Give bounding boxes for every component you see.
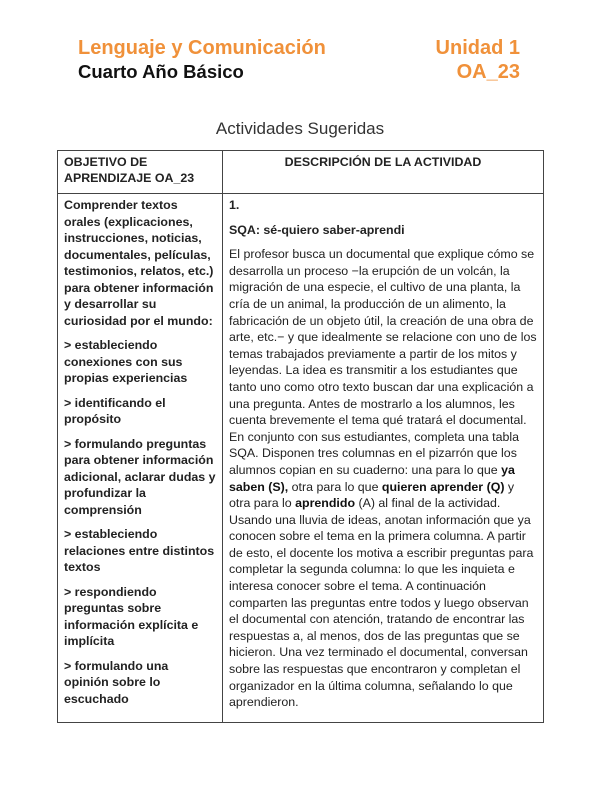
paragraph-bold-text: aprendido <box>295 496 356 511</box>
paragraph-bold-text: ya saben (S), <box>229 462 515 494</box>
description-cell <box>223 194 544 723</box>
subject-title: Lenguaje y Comunicación <box>78 37 326 59</box>
header-objective: OBJETIVO DE APRENDIZAJE OA_23 <box>58 151 223 194</box>
section-title: Actividades Sugeridas <box>215 119 385 138</box>
table-row <box>58 194 544 723</box>
activity-number: 1. <box>229 198 240 212</box>
paragraph-bold-text: quieren aprender (Q) <box>381 479 505 494</box>
objective-item: > formulando preguntas para obtener información adicional, aclarar dudas y profundizar la comprensión <box>64 436 216 517</box>
paragraph-text: (A) al final de la actividad. Usando una lluvia de ideas, anotan información que ya conocen sobre el tema en la primera columna. A partir de esto, el docente los motiva a escribir preguntas para completar la segunda columna: lo que les inquieta e interesa conocer sobre el tema. A continuación comparten las preguntas entre todos y luego observan el documental con atención, tratando de encontrar las respuestas a, al menos, dos de las preguntas que se hicieron. Una vez terminado el documental, conversan sobre las respuestas que encontraron y completan el organizador en la última columna, señalando lo que aprendieron. <box>229 496 534 710</box>
objective-item: > identificando el propósito <box>64 395 166 426</box>
activities-table <box>57 150 544 723</box>
unit-label: Unidad 1 <box>435 37 520 59</box>
objective-item: > formulando una opinión sobre lo escuchado <box>64 658 169 706</box>
header-description: DESCRIPCIÓN DE LA ACTIVIDAD <box>223 151 544 194</box>
paragraph-text: El profesor busca un documental que explique cómo se desarrolla un proceso −la erupción de un volcán, la migración de una especie, el cultivo de una planta, la cría de un animal, la producción de un alimento, la fabricación de un objeto útil, la creación de una obra de arte, etc.− y que idealmente se relacione con uno de los temas trabajados previamente a partir de los mitos y leyendas. La idea es transmitir a los estudiantes que tanto uno como otro texto buscan dar una explicación a una pregunta. Antes de mostrarlo a los alumnos, les cuenta brevemente el tema qué tratará el documental. En conjunto con sus estudiantes, completa una tabla SQA. Disponen tres columnas en el pizarrón que los alumnos copian en su cuaderno: una para lo que <box>229 247 537 477</box>
objective-item: > estableciendo conexiones con sus propias experiencias <box>64 338 188 385</box>
activity-paragraph <box>229 246 537 711</box>
activity-name: SQA: sé-quiero saber-aprendi <box>229 222 405 237</box>
document-header-right <box>436 36 520 84</box>
objective-cell <box>58 194 223 723</box>
grade-title: Cuarto Año Básico <box>78 61 244 82</box>
paragraph-text: y otra para lo <box>229 479 515 511</box>
table-header-row <box>58 151 544 194</box>
objective-item: > respondiendo preguntas sobre información explícita e implícita <box>64 584 199 648</box>
paragraph-text: otra para lo que <box>288 479 382 494</box>
objective-code: OA_23 <box>456 61 520 83</box>
document-header-left <box>78 36 326 83</box>
objective-main: Comprender textos orales (explicaciones, instrucciones, noticias, documentales, películas, testimonios, relatos, etc.) para obtener información y desarrollar su curiosidad por el mundo: <box>64 198 214 328</box>
objective-item: > estableciendo relaciones entre distintos textos <box>64 527 215 574</box>
